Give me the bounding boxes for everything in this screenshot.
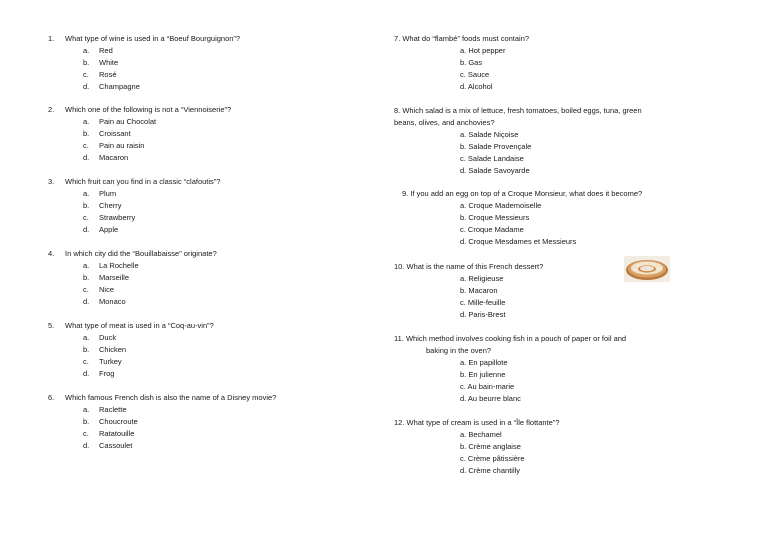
question-text: 9. If you add an egg on top of a Croque Monsieur, what does it become? [402,189,643,198]
option-text: Croissant [99,129,131,138]
option-letter: c. [83,70,89,79]
option: b. En julienne [460,370,506,379]
option-letter: d. [83,297,90,306]
option-letter: c. [83,429,89,438]
question-line [48,176,368,188]
option: a. En papillote [460,358,508,367]
option: c. Sauce [460,70,490,79]
question-line [48,104,368,116]
option: b. Macaron [460,286,498,295]
option-text: Marseille [99,273,130,282]
option: d. Salade Savoyarde [460,166,530,175]
question-text: In which city did the “Bouillabaisse” originate? [65,249,217,258]
question-text-continued: baking in the oven? [426,346,492,355]
question-number: 1. [48,34,55,43]
option-text: La Rochelle [99,261,139,270]
question-line [48,248,368,260]
question-line [48,320,368,332]
question-6 [48,392,368,450]
question-text: Which one of the following is not a “Viennoiserie”? [65,105,232,114]
question-text: 11. Which method involves cooking fish in a pouch of paper or foil and [394,334,627,343]
option-text: Duck [99,333,117,342]
option-text: Strawberry [99,213,136,222]
question-text: 10. What is the name of this French dessert? [394,262,544,271]
question-text: 8. Which salad is a mix of lettuce, fresh tomatoes, boiled eggs, tuna, green [394,106,642,115]
option: a. Bechamel [460,430,502,439]
question-text: 12. What type of cream is used in a “Île flottante”? [394,418,560,427]
option-letter: d. [83,153,90,162]
option: b. Crème anglaise [460,442,521,451]
option-letter: d. [83,369,90,378]
option-text: Nice [99,285,115,294]
option: d. Alcohol [460,82,493,91]
question-line [48,392,368,404]
option-text: Ratatouille [99,429,135,438]
question-5 [48,320,368,378]
option-text: Pain au raisin [99,141,145,150]
question-text: Which famous French dish is also the name of a Disney movie? [65,393,277,402]
option-letter: b. [83,345,90,354]
option-letter: c. [83,141,89,150]
option: b. Salade Provençale [460,142,532,151]
question-text: What type of wine is used in a “Boeuf Bourguignon”? [65,34,241,43]
question-number: 4. [48,249,55,258]
option-letter: b. [83,129,90,138]
option-text: Monaco [99,297,126,306]
option: c. Salade Landaise [460,154,524,163]
option-text: Raclette [99,405,127,414]
option-letter: c. [83,285,89,294]
option-text: Pain au Chocolat [99,117,157,126]
option-text: Choucroute [99,417,138,426]
paris-brest-pastry-image [624,256,670,282]
question-number: 3. [48,177,55,186]
option-letter: d. [83,225,90,234]
option-text: Chicken [99,345,127,354]
question-text: What type of meat is used in a “Coq-au-vin”? [65,321,214,330]
option: a. Salade Niçoise [460,130,519,139]
question-text: Which fruit can you find in a classic “clafoutis”? [65,177,221,186]
question-8 [394,105,694,175]
option-text: Plum [99,189,117,198]
question-12 [394,417,694,475]
option-text: White [99,58,119,67]
option-text: Turkey [99,357,122,366]
option-letter: c. [83,357,89,366]
question-number: 6. [48,393,55,402]
question-2 [48,104,368,162]
option-letter: a. [83,189,90,198]
question-3 [48,176,368,234]
question-4 [48,248,368,306]
option: c. Croque Madame [460,225,524,234]
option-text: Red [99,46,113,55]
option-text: Apple [99,225,119,234]
option-letter: c. [83,213,89,222]
question-11 [394,333,694,403]
option-letter: a. [83,261,90,270]
option: c. Crème pâtissière [460,454,525,463]
question-1 [48,33,368,91]
option-text: Champagne [99,82,140,91]
option-letter: a. [83,405,90,414]
option-letter: b. [83,201,90,210]
question-text-continued: beans, olives, and anchovies? [394,118,495,127]
option-text: Frog [99,369,115,378]
option: c. Mille-feuille [460,298,506,307]
question-text: 7. What do “flambé” foods must contain? [394,34,530,43]
option-text: Cherry [99,201,122,210]
option: d. Croque Mesdames et Messieurs [460,237,577,246]
option: b. Gas [460,58,483,67]
option-letter: a. [83,333,90,342]
option: a. Hot pepper [460,46,506,55]
option: a. Croque Mademoiselle [460,201,542,210]
question-9 [402,188,702,246]
option-letter: b. [83,273,90,282]
option: c. Au bain-marie [460,382,515,391]
option: d. Crème chantilly [460,466,521,475]
option-text: Cassoulet [99,441,133,450]
option-text: Rosé [99,70,117,79]
option-letter: b. [83,417,90,426]
option-text: Macaron [99,153,129,162]
option: d. Paris-Brest [460,310,506,319]
option-letter: b. [83,58,90,67]
option: b. Croque Messieurs [460,213,530,222]
option: a. Religieuse [460,274,504,283]
question-line [48,33,368,45]
option-letter: a. [83,117,90,126]
question-7 [394,33,694,91]
question-number: 5. [48,321,55,330]
option-letter: d. [83,82,90,91]
option: d. Au beurre blanc [460,394,521,403]
option-letter: d. [83,441,90,450]
option-letter: a. [83,46,90,55]
question-10 [394,261,624,319]
question-number: 2. [48,105,55,114]
